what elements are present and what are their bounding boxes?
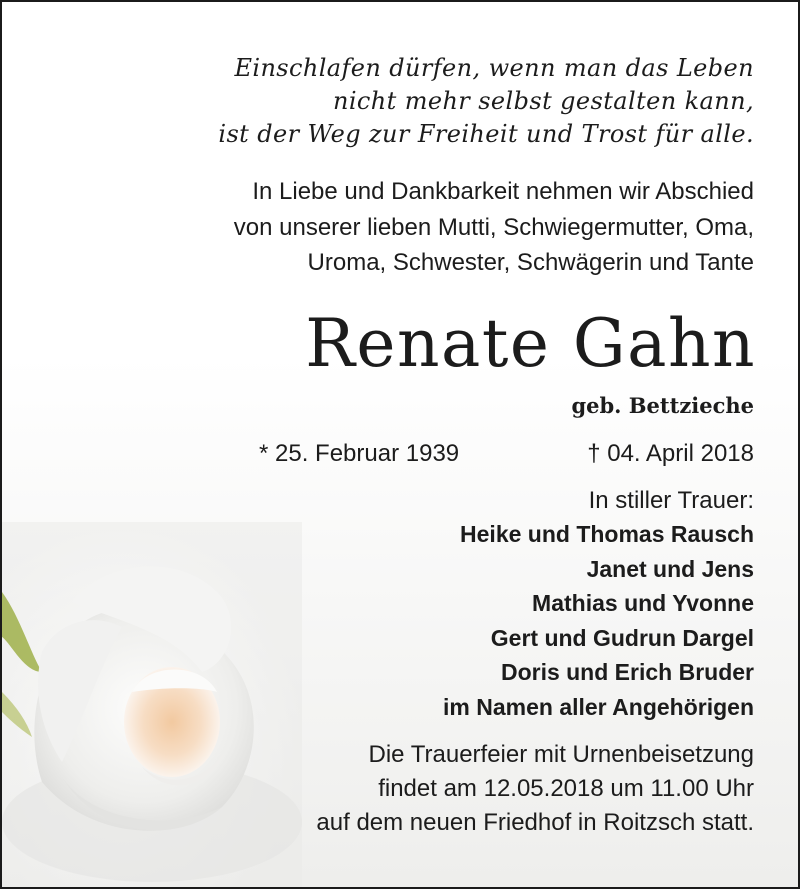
birth-name: geb. Bettzieche	[571, 393, 754, 418]
ceremony-line: findet am 12.05.2018 um 11.00 Uhr	[378, 775, 754, 802]
white-rose-image	[2, 522, 302, 887]
ceremony-line: auf dem neuen Friedhof in Roitzsch statt.	[316, 809, 754, 836]
death-date: † 04. April 2018	[587, 440, 754, 467]
farewell-intro	[234, 174, 754, 281]
ceremony-line: Die Trauerfeier mit Urnenbeisetzung	[368, 741, 754, 768]
mourner-name: Mathias und Yvonne	[532, 590, 754, 616]
poem-line: nicht mehr selbst gestalten kann,	[332, 87, 754, 115]
poem-quote	[218, 52, 754, 151]
mourner-name: Janet und Jens	[586, 555, 754, 582]
mourner-name: im Namen aller Angehörigen	[443, 693, 754, 720]
mourner-name: Gert und Gudrun Dargel	[490, 624, 754, 651]
poem-line: Einschlafen dürfen, wenn man das Leben	[234, 54, 754, 82]
mourner-name: Heike und Thomas Rausch	[460, 521, 754, 547]
intro-line: Uroma, Schwester, Schwägerin und Tante	[307, 249, 754, 276]
intro-line: In Liebe und Dankbarkeit nehmen wir Abschied	[252, 178, 754, 205]
birth-date: * 25. Februar 1939	[259, 440, 460, 467]
poem-line: ist der Weg zur Freiheit und Trost für alle.	[218, 120, 754, 148]
mourners-list	[443, 517, 754, 724]
ceremony-info	[316, 738, 754, 840]
deceased-name: Renate Gahn	[305, 305, 756, 382]
mourning-heading: In stiller Trauer:	[588, 487, 754, 514]
intro-line: von unserer lieben Mutti, Schwiegermutter, Oma,	[233, 213, 754, 241]
mourner-name: Doris und Erich Bruder	[500, 659, 754, 685]
